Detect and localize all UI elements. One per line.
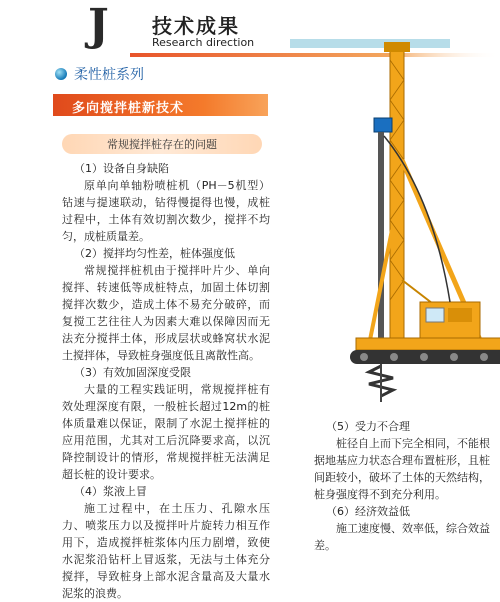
section-heading: （1）设备自身缺陷 (74, 162, 169, 175)
problems-heading: 常规搅拌桩存在的问题 (107, 138, 217, 151)
bullet-icon (55, 68, 67, 80)
section-letter: J (88, 0, 109, 51)
section-heading: （2）搅拌均匀性差，桩体强度低 (74, 247, 235, 260)
left-column (62, 160, 270, 602)
section-text: 施工速度慢、效率低，综合效益差。 (314, 522, 490, 552)
series-title: 柔性桩系列 (74, 67, 144, 83)
section-heading: （3）有效加固深度受限 (74, 366, 191, 379)
section-text: 桩径自上而下完全相同，不能根据地基应力状态合理布置桩形，且桩间距较小，破坏了土体的天然结构，桩身强度得不到充分利用。 (314, 437, 490, 501)
section-band-title: 多向搅拌桩新技术 (72, 101, 185, 116)
section-heading: （6）经济效益低 (326, 505, 410, 518)
page-title: 技术成果 (152, 14, 240, 38)
section-text: 原单向单轴粉喷桩机（PH－5机型）钻速与提速联动，钻得慢提得也慢，成桩过程中，土体有效切割次数少，搅拌不均匀，成桩质量差。 (62, 179, 270, 243)
section-text: 施工过程中，在土压力、孔隙水压力、喷浆压力以及搅拌叶片旋转力相互作用下，造成搅拌桩浆体内压力剧增，致使水泥浆沿钻杆上冒返浆，无法与土体充分搅拌，导致桩身上部水泥含量高及大量水泥浆的浪费。 (62, 502, 270, 600)
section-heading: （5）受力不合理 (326, 420, 410, 433)
page-subtitle: Research direction (152, 36, 255, 49)
drill-rig-image (330, 40, 500, 420)
right-column (314, 418, 490, 554)
section-text: 常规搅拌桩机由于搅拌叶片少、单向搅拌、转速低等成桩特点，加固土体切割搅拌次数少，造成土体不易充分破碎，而复搅工艺往往人为因素大难以保障因而无法充分搅拌土体，形成层状或蜂窝状水泥土搅拌体，导致桩身强度低且离散性高。 (62, 264, 270, 362)
section-text: 大量的工程实践证明，常规搅拌桩有效处理深度有限，一般桩长超过12m的桩体质量难以保证，限制了水泥土搅拌桩的应用范围，尤其对工后沉降要求高，以沉降控制设计的情形，常规搅拌桩无法满足超长桩的设计要求。 (62, 383, 270, 481)
section-heading: （4）浆液上冒 (74, 485, 147, 498)
